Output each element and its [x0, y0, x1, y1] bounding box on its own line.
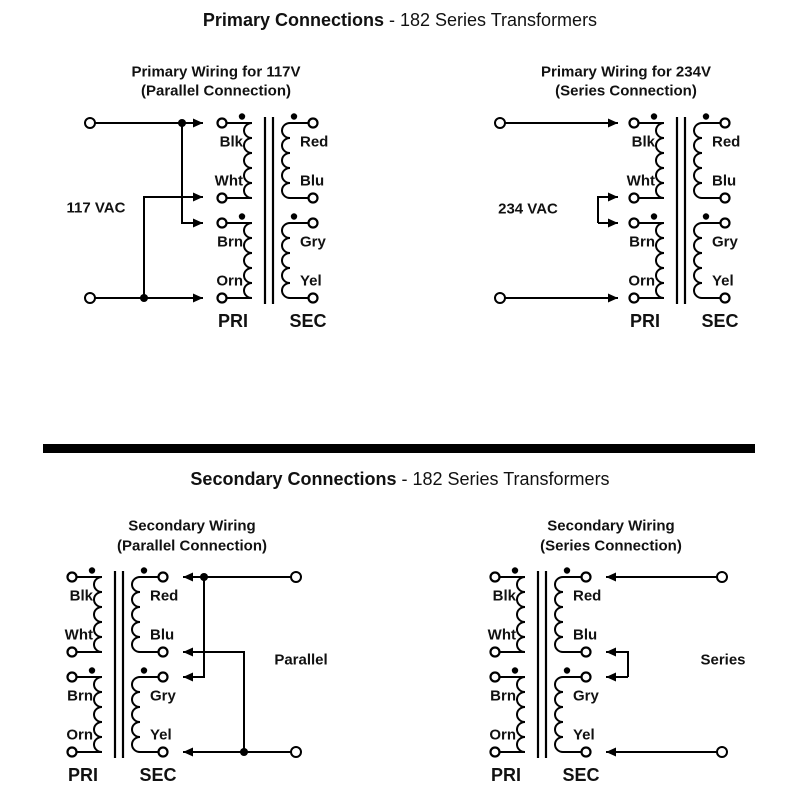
pri-label: PRI	[217, 311, 249, 331]
connection-annotation: Parallel	[274, 651, 328, 669]
diagram-title-line1: Secondary Wiring	[128, 517, 256, 535]
secondary-series-diagram	[488, 518, 746, 786]
polarity-dot	[651, 213, 657, 219]
arrowhead	[193, 219, 203, 228]
input-terminal	[717, 572, 727, 582]
input-terminal	[291, 747, 301, 757]
primary-winding-coil	[94, 677, 102, 752]
secondary-winding-coil	[694, 123, 702, 198]
arrowhead	[608, 219, 618, 228]
lead-label: Brn	[629, 233, 655, 251]
lead-label: Orn	[628, 272, 655, 290]
arrowhead	[608, 193, 618, 202]
lead-label: Wht	[64, 626, 93, 644]
lead-label: Orn	[216, 272, 243, 290]
terminal	[68, 573, 77, 582]
polarity-dot	[564, 567, 570, 573]
lead-label: Brn	[67, 687, 93, 705]
arrowhead	[183, 673, 193, 682]
polarity-dot	[89, 667, 95, 673]
polarity-dot	[291, 213, 297, 219]
polarity-dot	[512, 567, 518, 573]
polarity-dot	[239, 213, 245, 219]
arrowhead	[193, 119, 203, 128]
polarity-dot	[89, 567, 95, 573]
terminal	[582, 648, 591, 657]
arrowhead	[183, 648, 193, 657]
pri-label: PRI	[67, 765, 99, 785]
lead-label: Blu	[573, 626, 598, 644]
input-terminal	[85, 118, 95, 128]
terminal	[630, 219, 639, 228]
arrowhead	[608, 294, 618, 303]
input-terminal	[495, 293, 505, 303]
lead-label: Blk	[631, 133, 655, 151]
polarity-dot	[291, 113, 297, 119]
lead-label: Red	[150, 587, 179, 605]
arrowhead	[606, 748, 616, 757]
secondary-winding-coil	[282, 223, 290, 298]
lead-label: Blk	[492, 587, 516, 605]
secondary-winding-coil	[132, 677, 140, 752]
lead-label: Yel	[150, 726, 172, 744]
arrowhead	[608, 119, 618, 128]
connection-annotation: 234 VAC	[498, 200, 558, 218]
polarity-dot	[141, 667, 147, 673]
terminal	[582, 748, 591, 757]
terminal	[582, 573, 591, 582]
polarity-dot	[703, 213, 709, 219]
terminal	[218, 219, 227, 228]
lead-label: Blu	[150, 626, 175, 644]
lead-label: Orn	[66, 726, 93, 744]
lead-label: Yel	[712, 272, 734, 290]
primary-winding-coil	[656, 123, 664, 198]
terminal	[68, 673, 77, 682]
primary-winding-coil	[244, 223, 252, 298]
input-terminal	[717, 747, 727, 757]
terminal	[721, 194, 730, 203]
lead-label: Yel	[573, 726, 595, 744]
terminal	[582, 673, 591, 682]
polarity-dot	[239, 113, 245, 119]
sec-label: SEC	[289, 311, 327, 331]
lead-label: Wht	[487, 626, 516, 644]
arrowhead	[183, 573, 193, 582]
terminal	[491, 573, 500, 582]
primary-heading-bold: Primary Connections	[202, 10, 384, 30]
secondary-winding-coil	[555, 677, 563, 752]
terminal	[159, 648, 168, 657]
polarity-dot	[512, 667, 518, 673]
pri-label: PRI	[629, 311, 661, 331]
arrowhead	[606, 648, 616, 657]
lead-label: Gry	[150, 687, 176, 705]
lead-label: Red	[712, 133, 741, 151]
secondary-heading-rest: - 182 Series Transformers	[401, 469, 610, 489]
terminal	[309, 119, 318, 128]
lead-label: Gry	[300, 233, 326, 251]
primary-winding-coil	[94, 577, 102, 652]
terminal	[630, 119, 639, 128]
polarity-dot	[651, 113, 657, 119]
secondary-heading-bold: Secondary Connections	[190, 469, 397, 489]
primary-winding-coil	[517, 677, 525, 752]
terminal	[159, 673, 168, 682]
primary-series-diagram	[495, 64, 740, 332]
terminal	[309, 219, 318, 228]
wire	[183, 652, 244, 752]
lead-label: Gry	[712, 233, 738, 251]
arrowhead	[193, 294, 203, 303]
lead-label: Gry	[573, 687, 599, 705]
diagram-title-line2: (Series Connection)	[555, 82, 697, 100]
terminal	[491, 648, 500, 657]
lead-label: Blu	[300, 172, 325, 190]
diagram-title-line2: (Series Connection)	[540, 537, 682, 555]
arrowhead	[606, 573, 616, 582]
terminal	[491, 673, 500, 682]
terminal	[630, 194, 639, 203]
wire	[183, 577, 204, 677]
terminal	[68, 648, 77, 657]
lead-label: Brn	[217, 233, 243, 251]
terminal	[218, 194, 227, 203]
arrowhead	[183, 748, 193, 757]
primary-winding-coil	[244, 123, 252, 198]
terminal	[218, 294, 227, 303]
lead-label: Wht	[214, 172, 243, 190]
lead-label: Yel	[300, 272, 322, 290]
arrowhead	[606, 673, 616, 682]
connection-annotation: 117 VAC	[66, 199, 126, 217]
terminal	[721, 119, 730, 128]
pri-label: PRI	[490, 765, 522, 785]
input-terminal	[85, 293, 95, 303]
diagram-title-line1: Primary Wiring for 234V	[541, 63, 711, 81]
sec-label: SEC	[139, 765, 177, 785]
connection-annotation: Series	[700, 651, 746, 669]
secondary-parallel-diagram	[65, 518, 328, 786]
secondary-winding-coil	[282, 123, 290, 198]
polarity-dot	[564, 667, 570, 673]
diagram-title-line1: Secondary Wiring	[547, 517, 675, 535]
terminal	[721, 294, 730, 303]
primary-parallel-diagram	[67, 64, 329, 332]
sec-label: SEC	[701, 311, 739, 331]
wire	[182, 123, 203, 223]
secondary-winding-coil	[132, 577, 140, 652]
terminal	[68, 748, 77, 757]
terminal	[630, 294, 639, 303]
arrowhead	[193, 193, 203, 202]
lead-label: Red	[573, 587, 602, 605]
terminal	[721, 219, 730, 228]
primary-heading-rest: - 182 Series Transformers	[388, 10, 598, 30]
secondary-winding-coil	[555, 577, 563, 652]
wire	[606, 652, 628, 677]
lead-label: Wht	[626, 172, 655, 190]
terminal	[159, 573, 168, 582]
primary-winding-coil	[656, 223, 664, 298]
lead-label: Brn	[490, 687, 516, 705]
terminal	[309, 194, 318, 203]
lead-label: Blu	[712, 172, 737, 190]
lead-label: Blk	[219, 133, 243, 151]
terminal	[218, 119, 227, 128]
wire	[144, 197, 203, 298]
diagram-title-line2: (Parallel Connection)	[116, 537, 268, 555]
diagram-title-line1: Primary Wiring for 117V	[131, 63, 301, 81]
primary-winding-coil	[517, 577, 525, 652]
lead-label: Orn	[489, 726, 516, 744]
lead-label: Blk	[69, 587, 93, 605]
input-terminal	[495, 118, 505, 128]
terminal	[159, 748, 168, 757]
sec-label: SEC	[562, 765, 600, 785]
polarity-dot	[141, 567, 147, 573]
input-terminal	[291, 572, 301, 582]
terminal	[309, 294, 318, 303]
diagram-title-line2: (Parallel Connection)	[140, 82, 292, 100]
secondary-winding-coil	[694, 223, 702, 298]
terminal	[491, 748, 500, 757]
polarity-dot	[703, 113, 709, 119]
lead-label: Red	[300, 133, 329, 151]
